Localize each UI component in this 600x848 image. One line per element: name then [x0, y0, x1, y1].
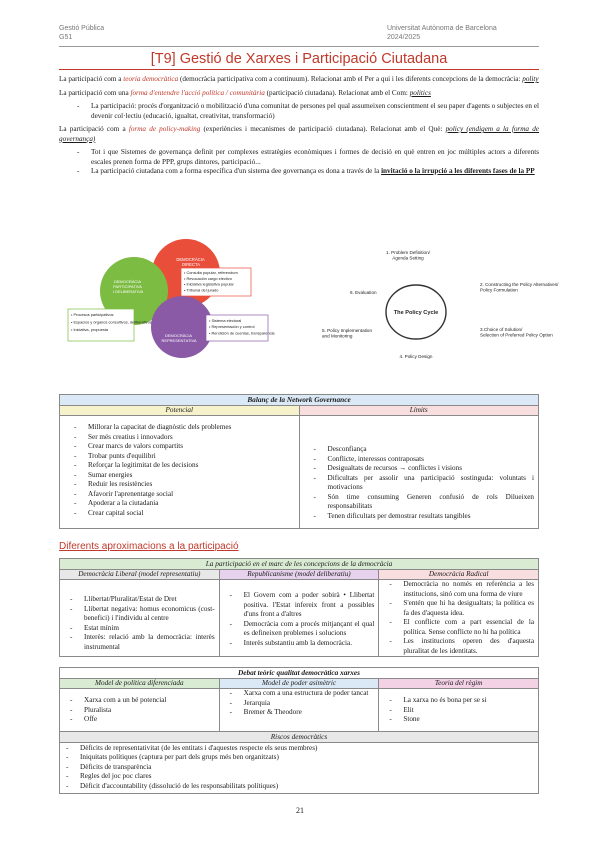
risk-item: - Dèficits de transparència [66, 763, 534, 773]
asymmetric-item: - Bremer & Theodore [230, 708, 375, 718]
radical-item: - Democràcia no només en referència a les institucions, sinó com una forma de viure [389, 580, 534, 599]
approaches-table [59, 558, 539, 657]
policy-cycle-center: The Policy Cycle [393, 310, 439, 316]
differentiated-item: - Offe [70, 715, 215, 725]
header-left [59, 25, 104, 43]
venn-participative-label-line1: DEMOCRÀCIA [113, 279, 141, 284]
para2-term: politics [409, 88, 431, 97]
para1-pre: La participació com a [59, 75, 124, 83]
radical-item: - S'entén que hi ha desigualtats; la política es fa des d'aquesta idea. [389, 599, 534, 618]
policy-cycle-diagram [320, 246, 559, 366]
balance-header-row [60, 406, 538, 417]
limit-item: - Tenen dificultats per demostrar resultats tangibles [314, 512, 535, 522]
para2-emphasis: forma d'entendre l'acció política / comunitària [130, 88, 265, 97]
policy-cycle-step-line: 2. Constructing the Policy Alternatives/ [480, 282, 559, 287]
para3-term: policy (endigem a la forma de governança) [59, 125, 539, 143]
policy-cycle-step [400, 354, 433, 359]
policy-cycle-step-line: 5. Policy Implementation [322, 328, 373, 333]
debate-title: Debat teòric qualitat democràtica xarxes [60, 668, 538, 679]
page-number: 21 [296, 806, 304, 815]
potencial-item: - Reduir les resistències [74, 480, 295, 490]
col-republican: Republicanisme (model deliberatiu) [220, 570, 380, 581]
regime-item: - La xarxa no és bona per se si [389, 696, 534, 706]
para1-mid: (democràcia participativa com a continuum). Relacionat amb el Per a qui i les diferents concepcions de la democràcia: [178, 75, 523, 83]
balance-col-limits: Límits [300, 406, 539, 417]
liberal-item: - Llibertat/Pluralitat/Estat de Dret [70, 595, 215, 605]
republican-item: - Democràcia com a procés mitjançant el qual es defineixen problemes i solucions [230, 620, 375, 639]
venn-representative-item: • Representación y control [209, 324, 255, 330]
asymmetric-list [230, 689, 375, 718]
liberal-cell [60, 580, 220, 656]
republican-item: - El Govern com a poder sobirà • Llibertat positiva. l'Estat infereix front a possibles d'uns front a d'altres [230, 591, 375, 620]
politics-bullets [77, 102, 539, 121]
differentiated-item: - Xarxa com a un bé potencial [70, 696, 215, 706]
venn-direct-label-line1: DEMOCRÀCIA [176, 257, 205, 262]
asymmetric-item: - Xarxa com a una estructura de poder tancat [230, 689, 375, 699]
paragraph-policy [59, 125, 539, 144]
venn-direct-item: • Consulta popular, referendum [184, 270, 238, 275]
bullet3b-bold: invitació o la irrupció a les diferents fases de la PP [381, 167, 535, 175]
col-radical: Democràcia Radical [379, 570, 538, 581]
radical-list [389, 580, 534, 656]
limit-item: - Són time consuming Generen confusió de rols Dilueixen responsabilitats [314, 493, 535, 512]
list-item: - Tot i que Sistemes de governança definit per complexes estratègies econòmiques i formes de decisió en què entren en joc múltiples actors a diferents escales prenen forma de PPP, grups dintores, participació... [77, 148, 539, 167]
policy-cycle-step-line: 3.Choice of Solution/ [480, 327, 523, 332]
venn-direct-item: • Tribunal del jurado [184, 287, 219, 293]
republican-item: - Interès substantiu amb la democràcia. [230, 639, 375, 649]
policy-cycle-step-line: 1. Problem Definition/ [386, 250, 430, 255]
balance-body-row [60, 416, 538, 528]
para1-term: polity [522, 75, 539, 83]
bullet3b-pre: La participació ciutadana com a forma específica d'un sistema dee governança es dona a través de la [91, 167, 382, 175]
venn-representative-item: • Rendición de cuentas, transparencia [209, 330, 275, 336]
balance-potencial-cell [60, 416, 300, 528]
policy-cycle-step [386, 250, 431, 261]
differentiated-list [70, 696, 215, 725]
policy-cycle-step-line: and Monitoring [322, 333, 353, 339]
balance-limits-cell [300, 416, 539, 528]
venn-participative-item: • Iniciativa, propuesta [71, 327, 109, 333]
balance-col-potencial: Potencial [60, 406, 300, 417]
policy-cycle-step-line: Agenda Setting [392, 255, 424, 261]
col-asymmetric: Model de poder asimètric [220, 679, 380, 690]
venn-representative-circle [151, 296, 213, 358]
asymmetric-cell [220, 689, 380, 731]
balance-table [59, 394, 539, 529]
venn-direct-item: • Revocación cargo electivo [184, 275, 232, 281]
header-university: Universitat Autònoma de Barcelona [387, 25, 497, 32]
col-differentiated: Model de política diferenciada [60, 679, 220, 690]
header-course: Gestió Pública [59, 25, 105, 32]
limit-item: - Desigualtats de recursos → conflictes i visions [314, 464, 535, 474]
potencial-item: - Reforçar la legitimitat de les decisions [74, 461, 295, 471]
regime-item: - Elit [389, 706, 534, 716]
differentiated-cell [60, 689, 220, 731]
limits-list [314, 445, 535, 521]
risks-list [66, 744, 534, 792]
para2-pre: La participació com una [59, 88, 131, 97]
regime-cell [379, 689, 538, 731]
venn-direct-item: • Iniciativa legislativa popular [184, 281, 234, 287]
policy-cycle-step [350, 290, 377, 295]
policy-cycle-step-line: Selection of Preferred Policy Option [480, 332, 553, 338]
debate-table [59, 667, 539, 794]
venn-participative-item: • Espacios y órganos consultivos, deliberativos [71, 319, 152, 325]
para3-pre: La participació com a [59, 125, 129, 133]
potencial-list [74, 423, 295, 518]
risk-item: - Iniquitats polítiques (captura per part dels grups més ben organitzats) [66, 753, 534, 763]
list-item [77, 167, 539, 177]
header-right [387, 25, 497, 43]
header-divider [59, 46, 539, 47]
risk-item: - Regles del joc poc clares [66, 772, 534, 782]
liberal-item: - Interès: relació amb la democràcia: interès instrumental [70, 633, 215, 652]
venn-representative-item: • Sistema electoral [209, 318, 242, 323]
venn-participative-label [113, 279, 144, 294]
regime-list [389, 696, 534, 725]
list-item: - La participació: procés d'organització o mobilització d'una comunitat de persones pel qual assumeixen conscientment el seu paper d'agents o subjectes en el devenir col·lectiu (educació, igualtat, creativitat, transformació) [77, 102, 539, 121]
limit-item: - Conflicte, interessos contraposats [314, 455, 535, 465]
venn-representative-label [161, 333, 196, 343]
radical-item: - Les institucions operen des d'aquesta pluralitat de les identitats. [389, 637, 534, 656]
para1-emphasis: teoria democràtica [123, 75, 179, 83]
debate-header-row [60, 679, 538, 690]
balance-title: Balanç de la Network Governance [60, 395, 538, 406]
paragraph-politics [59, 89, 539, 99]
potencial-item: - Crear marcs de valors compartits [74, 442, 295, 452]
approaches-header-row [60, 570, 538, 581]
republican-list [230, 591, 375, 648]
venn-participative-item: • Procesos participativos [71, 312, 114, 317]
page-title: [T9] Gestió de Xarxes i Participació Ciutadana [150, 51, 448, 67]
potencial-item: - Ser més creatius i innovadors [74, 433, 295, 443]
policy-cycle-step-line: 4. Policy Design [399, 354, 433, 359]
risk-item: - Dèficits de representativitat (de les entitats i d'aquestes respecte els seus membres) [66, 744, 534, 754]
policy-cycle-step-line: Policy Formulation [480, 287, 518, 293]
venn-representative-label-line1: DEMOCRÀCIA [164, 333, 192, 338]
col-regime: Teoria del règim [379, 679, 538, 690]
title-underline [59, 69, 539, 70]
policy-cycle-step [322, 328, 372, 339]
limit-item: - Dificultats per assolir una participació sostinguda: voluntats i motivacions [314, 474, 535, 493]
debate-body-row [60, 689, 538, 731]
intro-section [59, 75, 539, 181]
policy-cycle-step [480, 327, 553, 338]
header-year: 2024/2025 [387, 33, 421, 41]
venn-representative-label-line2: REPRESENTATIVA [161, 338, 197, 343]
policy-cycle-step-line: 6. Evaluation [350, 290, 377, 295]
potencial-item: - Apoderar a la ciutadania [74, 499, 295, 509]
liberal-item: - Estat mínim [70, 624, 215, 634]
asymmetric-item: - Jerarquia [230, 699, 375, 709]
para3-emphasis: forma de policy-making [128, 125, 201, 133]
limit-item: - Desconfiança [314, 445, 535, 455]
potencial-item: - Crear capital social [74, 509, 295, 519]
paragraph-theory [59, 75, 539, 85]
risks-body [60, 743, 538, 794]
potencial-item: - Sumar energies [74, 471, 295, 481]
header-group: G51 [59, 33, 73, 41]
risks-title: Riscos democràtics [60, 731, 538, 743]
radical-cell [379, 580, 538, 656]
policy-cycle-step [480, 282, 559, 293]
differentiated-item: - Pluralista [70, 706, 215, 716]
potencial-item: - Millorar la capacitat de diagnòstic dels problemes [74, 423, 295, 433]
regime-item: - Stone [389, 715, 534, 725]
approaches-body-row [60, 580, 538, 656]
approaches-title: La participació en el marc de les concepcions de la democràcia [60, 559, 538, 570]
venn-direct-label-line2: DIRECTA [181, 262, 201, 267]
democracy-venn-diagram [66, 233, 275, 361]
policy-bullets [77, 148, 539, 177]
venn-participative-label-line2: PARTICIPATIVA [113, 284, 142, 289]
para2-mid: (participació ciutadana). Relacionat amb el Com: [264, 88, 410, 97]
policy-cycle-steps [322, 250, 559, 359]
col-liberal: Democràcia Liberal (model representatiu) [60, 570, 220, 581]
para3-mid: (experiències i mecanismes de participació ciutadana). Relacionat amb el Què: [200, 125, 446, 133]
venn-participative-label-line3: I DELIBERATIVA [112, 289, 144, 294]
potencial-item: - Trobar punts d'equilibri [74, 452, 295, 462]
potencial-item: - Afavorir l'aprenentatge social [74, 490, 295, 500]
radical-item: - El conflicte com a part essencial de la política. Sense conflicte no hi ha política [389, 618, 534, 637]
approaches-heading: Diferents aproximacions a la participació [59, 541, 239, 552]
risk-item: - Dèficit d'accountability (dissolució de les responsabilitats polítiques) [66, 782, 534, 792]
liberal-item: - Llibertat negativa: homus economicus (cost-benefici) i l'individu al centre [70, 605, 215, 624]
republican-cell [220, 580, 380, 656]
liberal-list [70, 595, 215, 652]
